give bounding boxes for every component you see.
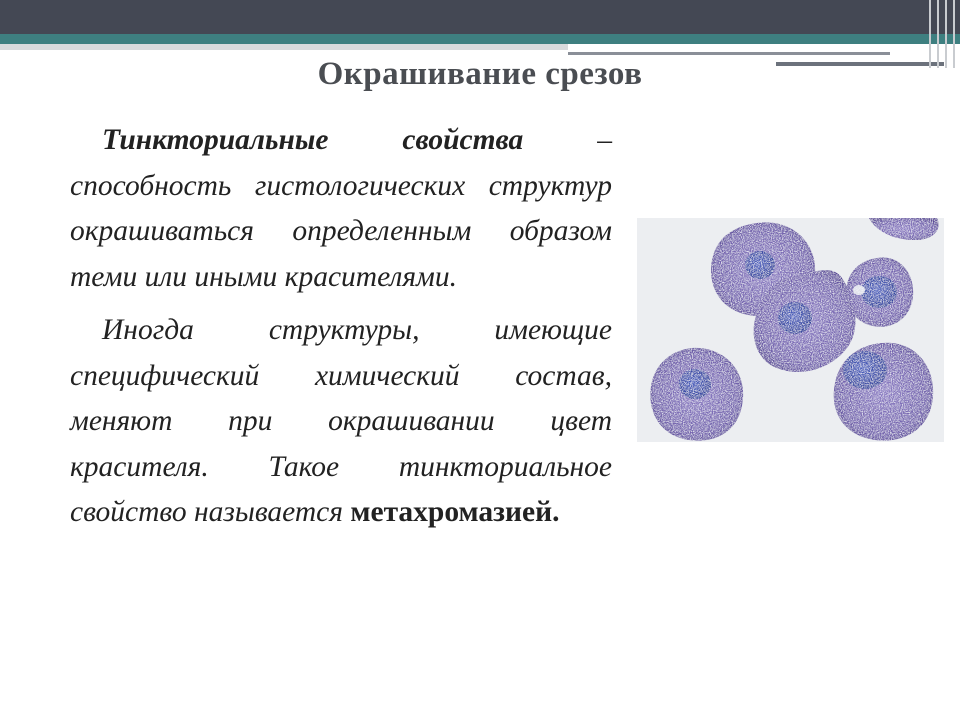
top-dark-band	[0, 0, 960, 34]
gray-accent-line	[568, 52, 890, 55]
cell-micrograph	[637, 218, 944, 442]
nucleus	[745, 251, 775, 279]
gray-stripe	[0, 44, 568, 50]
paragraph-metachromasia	[70, 308, 612, 536]
definition-text: – способность гистологических структур окрашиваться определенным образом теми или иными красителями.	[70, 124, 612, 293]
nucleus	[679, 369, 711, 399]
nucleus	[778, 302, 812, 334]
micrograph-image	[637, 218, 944, 442]
body-text	[70, 118, 612, 544]
slide-title: Окрашивание срезов	[317, 56, 643, 92]
vacuole	[853, 285, 865, 295]
nucleus	[861, 276, 897, 308]
paragraph-definition	[70, 118, 612, 300]
term-tinctorial: Тинкториальные свойства	[102, 124, 524, 156]
metachromasia-text: Иногда структуры, имеющие специфический химический состав, меняют при окрашивании цвет красителя. Такое тинкториальное свойство называется	[70, 314, 612, 528]
teal-stripe	[0, 34, 960, 44]
term-metachromasia: метахромазией.	[350, 496, 560, 528]
nucleus	[843, 351, 887, 389]
